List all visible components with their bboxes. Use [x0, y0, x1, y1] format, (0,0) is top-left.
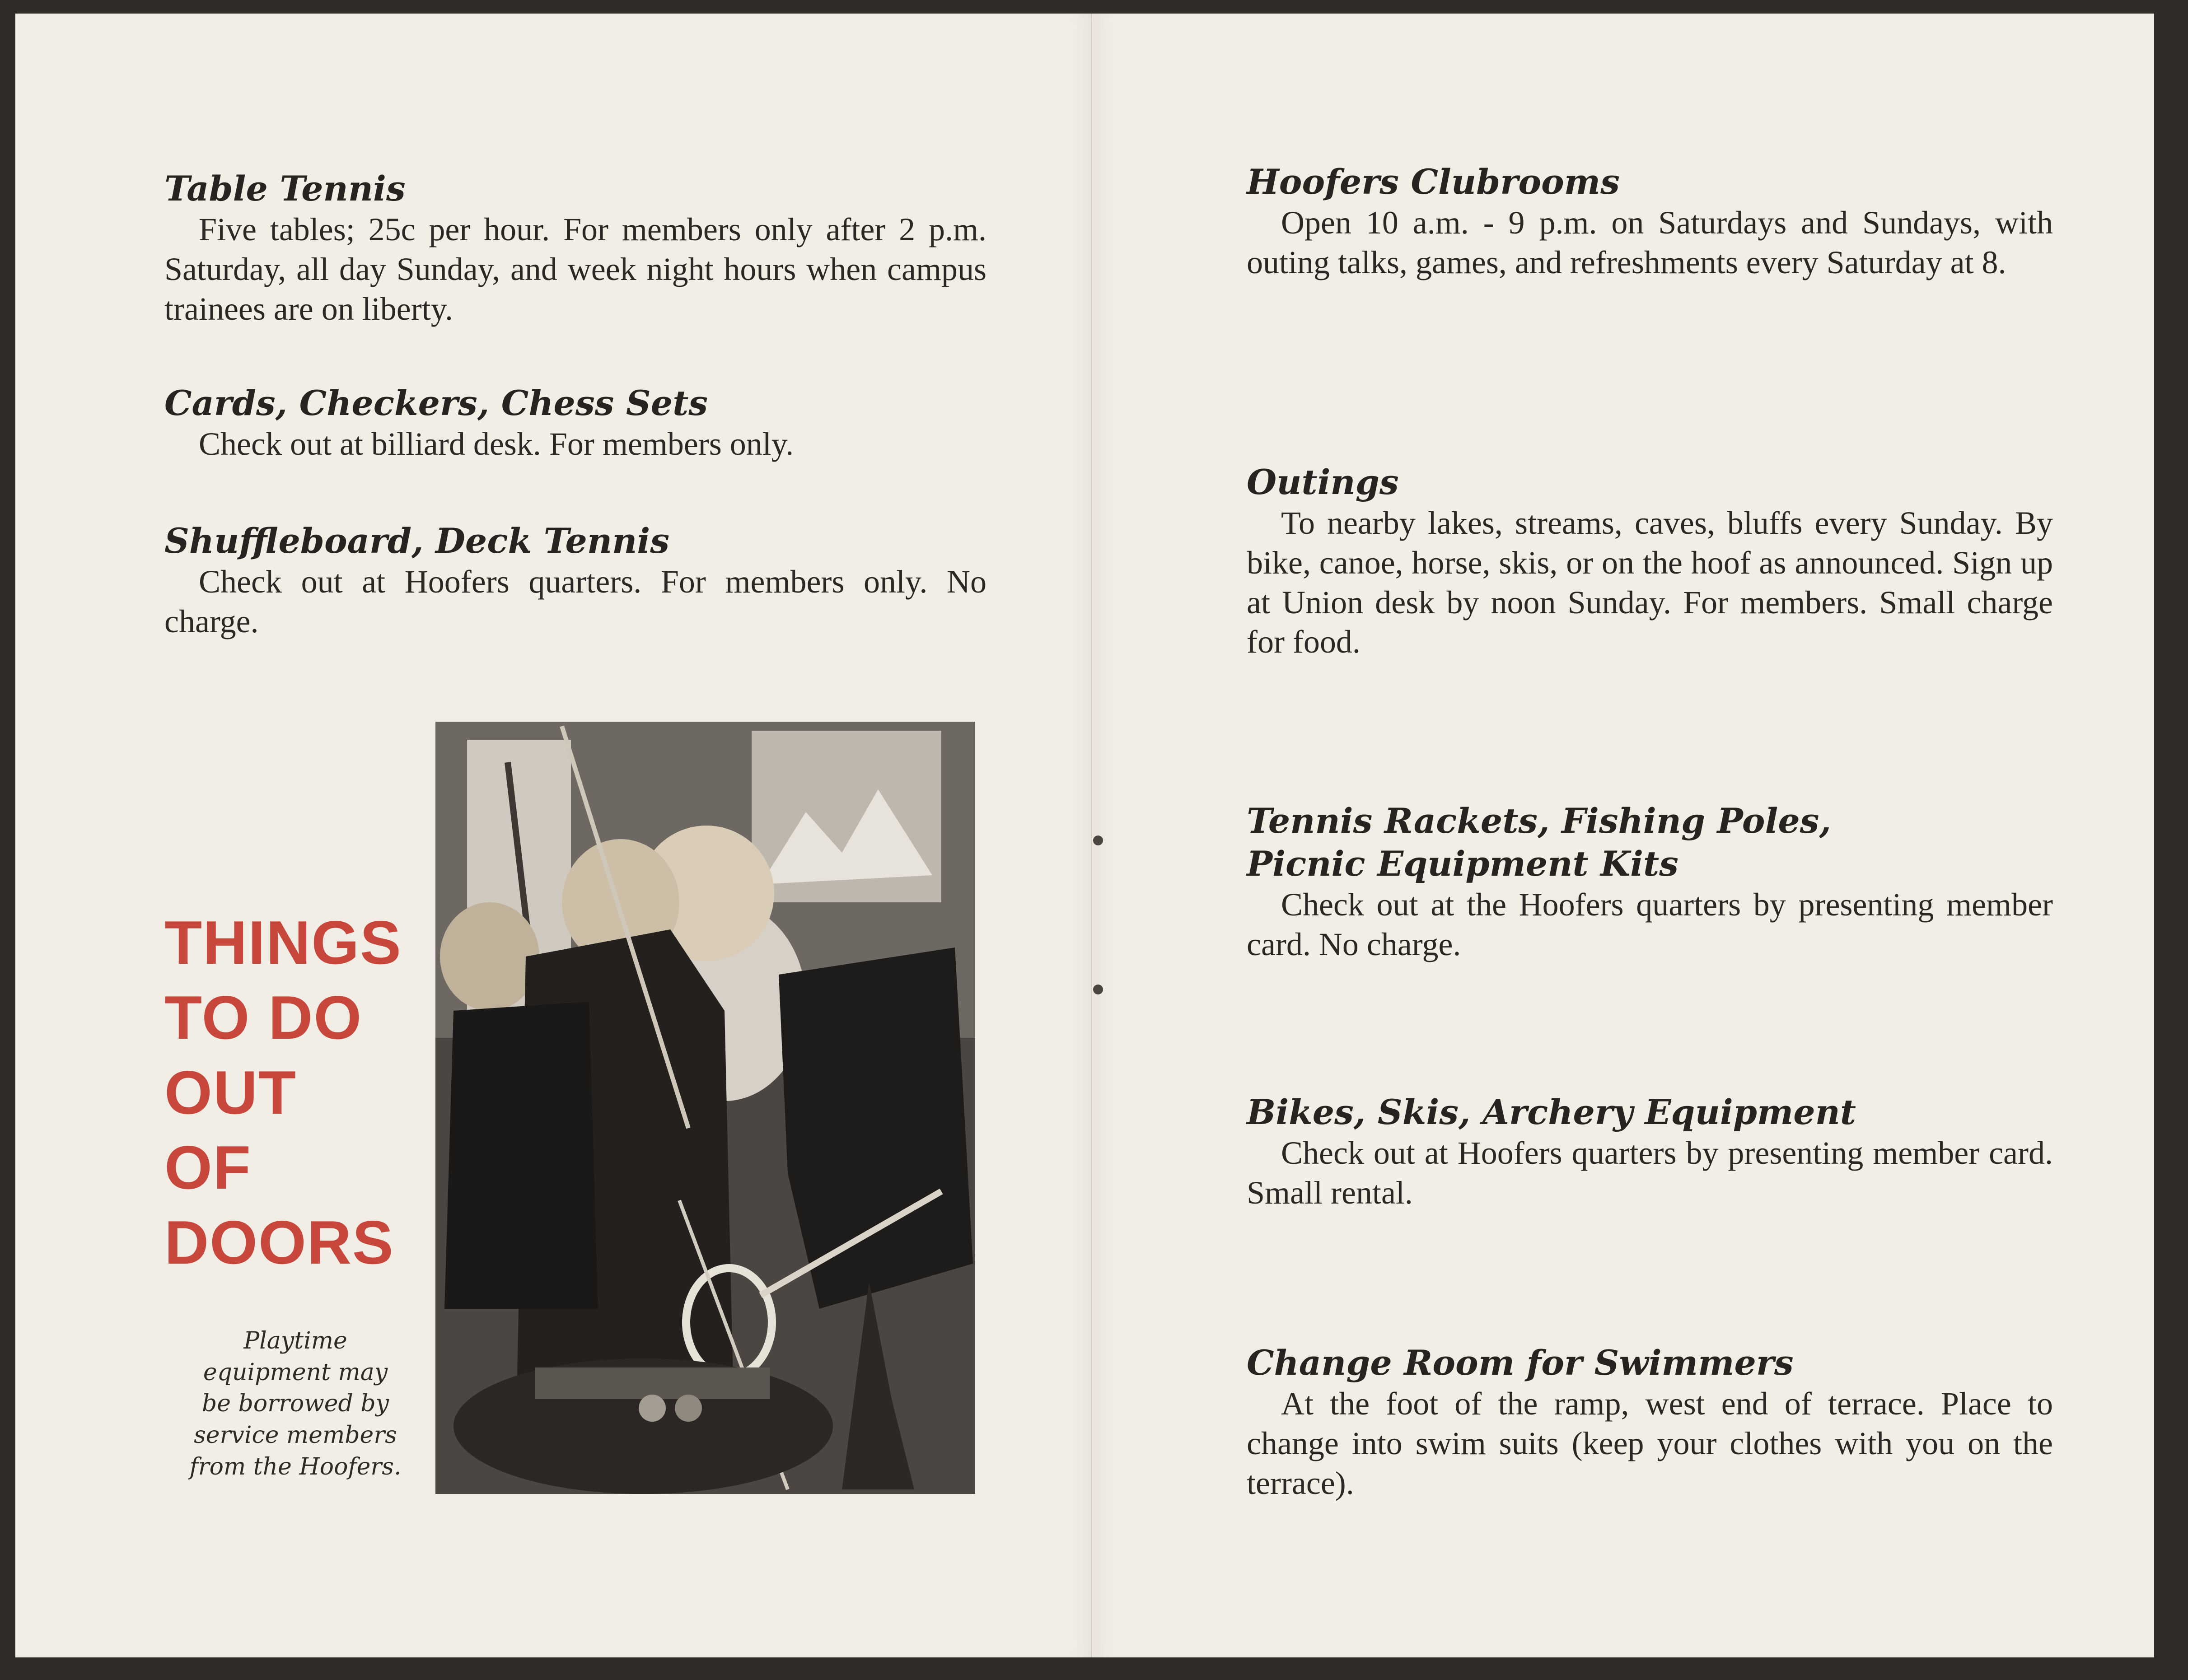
section-heading: Change Room for Swimmers: [1247, 1343, 1794, 1383]
section-heading: Cards, Checkers, Chess Sets: [164, 383, 708, 423]
section-heading: Bikes, Skis, Archery Equipment: [1247, 1092, 1856, 1132]
section-body: To nearby lakes, streams, caves, bluffs every Sunday. By bike, canoe, horse, skis, or on the hoof as announced. Sign up at Union desk by noon Sunday. For members. Small charge for food.: [1247, 505, 2053, 660]
section-change-room-swimmers: [1247, 1341, 2053, 1503]
section-heading: Shuffleboard, Deck Tennis: [164, 521, 670, 561]
title-line: OF: [164, 1133, 252, 1202]
section-body: Check out at billiard desk. For members only.: [199, 426, 794, 462]
staple-hole: [1093, 835, 1103, 845]
staple-hole: [1093, 985, 1103, 994]
section-table-tennis: [164, 167, 986, 329]
section-bikes-skis-archery: [1247, 1091, 2053, 1213]
section-body: At the foot of the ramp, west end of terrace. Place to change into swim suits (keep your clothes with you on the terrace).: [1247, 1386, 2053, 1501]
right-page: [1093, 14, 2154, 1657]
section-shuffleboard-deck-tennis: [164, 519, 986, 642]
section-outings: [1247, 461, 2053, 662]
section-heading: Hoofers Clubrooms: [1247, 162, 1620, 202]
booklet-spread: [15, 14, 2154, 1657]
sailors-equipment-photo: [435, 722, 975, 1494]
section-body: Check out at Hoofers quarters by presenting member card. Small rental.: [1247, 1135, 2053, 1211]
section-tennis-rackets-fishing-poles: [1247, 799, 2053, 965]
section-body: Open 10 a.m. - 9 p.m. on Saturdays and Sundays, with outing talks, games, and refreshments every Saturday at 8.: [1247, 205, 2053, 280]
section-heading: Table Tennis: [164, 168, 406, 209]
left-page: [15, 14, 1092, 1657]
section-hoofers-clubrooms: [1247, 160, 2053, 283]
section-heading: Outings: [1247, 462, 1399, 502]
section-heading: Tennis Rackets, Fishing Poles, Picnic Equipment Kits: [1247, 801, 1831, 884]
title-line: THINGS: [164, 908, 402, 977]
section-body: Five tables; 25c per hour. For members only after 2 p.m. Saturday, all day Sunday, and week night hours when campus trainees are on liberty.: [164, 211, 986, 327]
things-to-do-title: [164, 905, 417, 1280]
title-line: OUT: [164, 1058, 297, 1127]
photo-illustration: [435, 722, 975, 1494]
title-line: DOORS: [164, 1208, 394, 1277]
section-body: Check out at the Hoofers quarters by presenting member card. No charge.: [1247, 887, 2053, 962]
photo-caption: Playtime equipment may be borrowed by service members from the Hoofers.: [189, 1327, 402, 1480]
section-cards-checkers-chess: [164, 382, 986, 464]
section-body: Check out at Hoofers quarters. For members only. No charge.: [164, 564, 986, 639]
title-line: TO DO: [164, 983, 363, 1052]
